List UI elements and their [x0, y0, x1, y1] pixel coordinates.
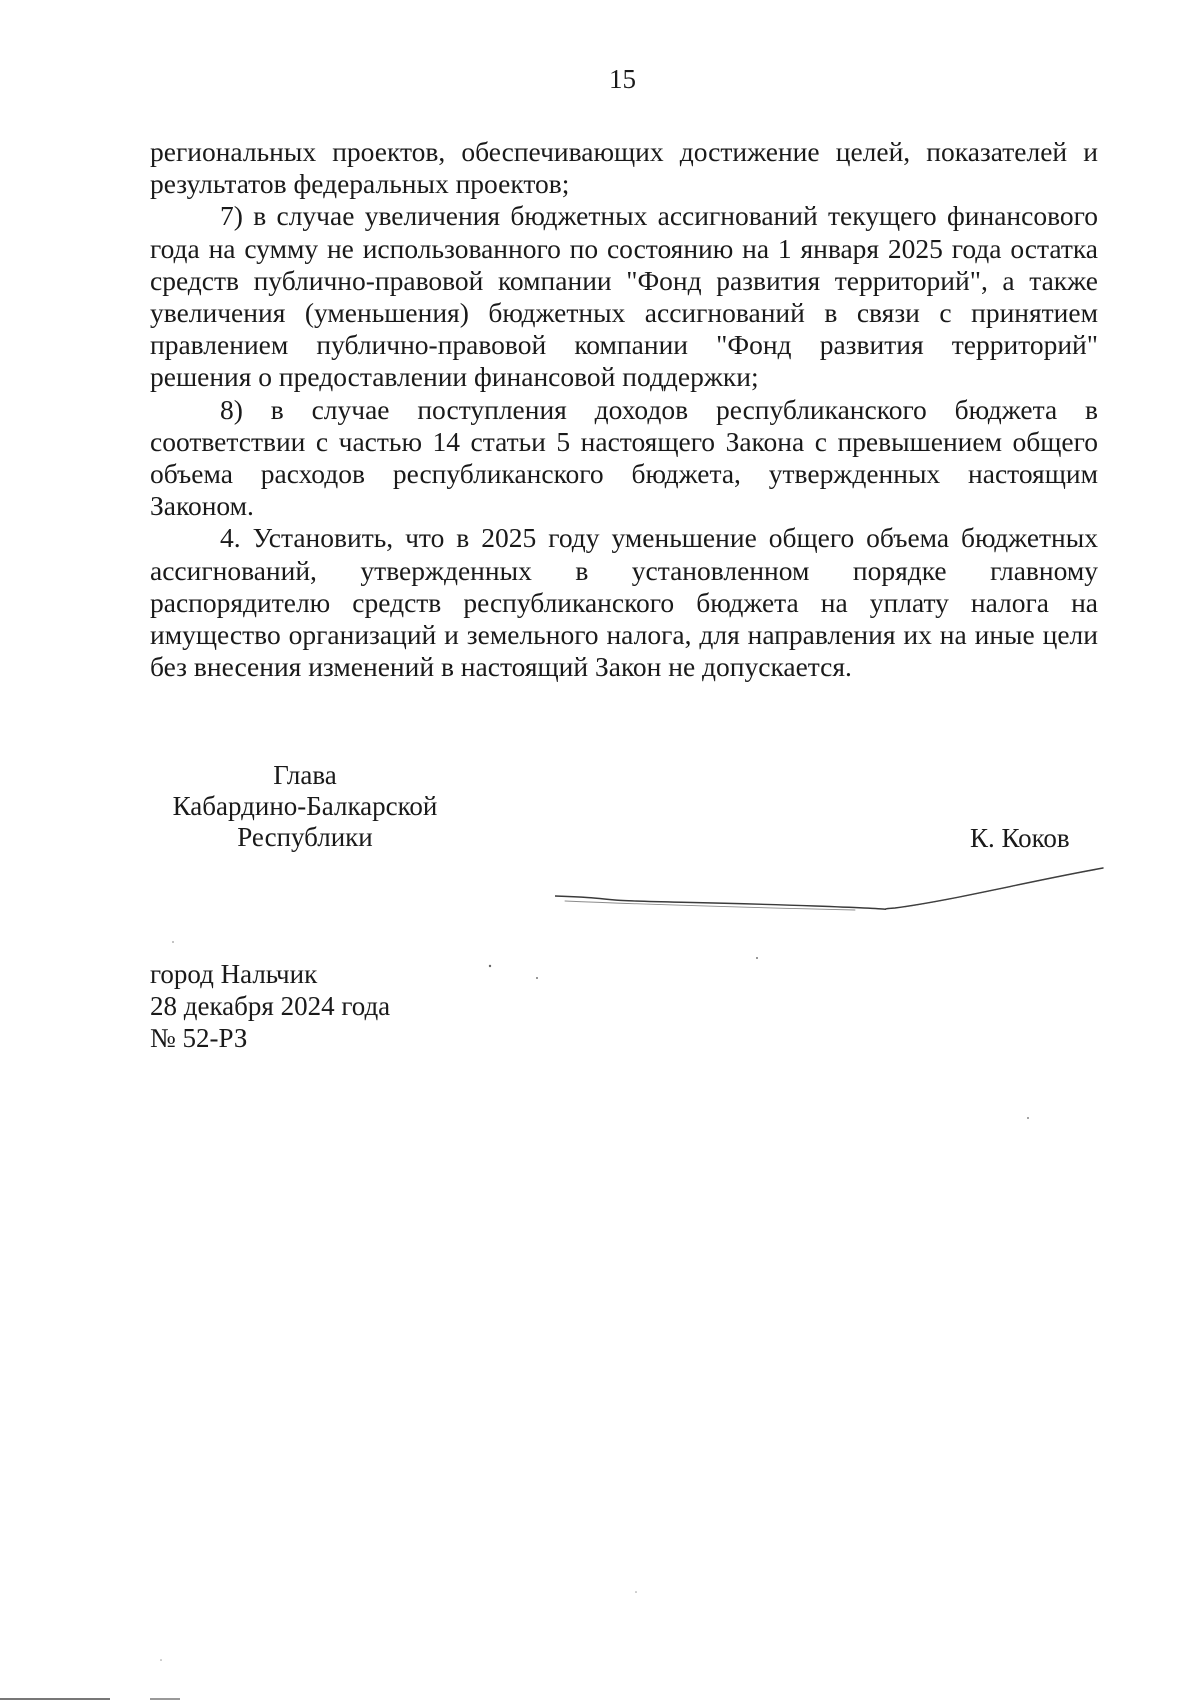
- signatory-title-line: Республики: [237, 822, 373, 852]
- paragraph-section-4: 4. Установить, что в 2025 году уменьшение общего объема бюджетных ассигнований, утвержденных в установленном порядке главному распорядителю средств республиканского бюджета на уплату налога на имущество организаций и земельного налога, для направления их на иные цели без внесения изменений в настоящий Закон не допускается.: [150, 522, 1098, 683]
- paragraph-continuation: региональных проектов, обеспечивающих достижение целей, показателей и результатов федеральных проектов;: [150, 136, 1098, 200]
- signatory-title-line: Глава: [273, 760, 337, 790]
- paragraph-item-8: 8) в случае поступления доходов республиканского бюджета в соответствии с частью 14 статьи 5 настоящего Закона с превышением общего объема расходов республиканского бюджета, утвержденных настоящим Законом.: [150, 393, 1098, 522]
- place-date-block: [150, 958, 390, 1054]
- page-number: 15: [609, 64, 636, 94]
- paragraph-item-7: 7) в случае увеличения бюджетных ассигнований текущего финансового года на сумму не использованного по состоянию на 1 января 2025 года остатка средств публично-правовой компании "Фонд развития территорий", а также увеличения (уменьшения) бюджетных ассигнований в связи с принятием правлением публично-правовой компании "Фонд развития территорий" решения о предоставлении финансовой поддержки;: [150, 200, 1098, 393]
- signatory-title-line: Кабардино-Балкарской: [172, 791, 438, 821]
- signatory-title: [150, 760, 460, 853]
- city-name: город Нальчик: [150, 959, 318, 989]
- signer-name: К. Коков: [970, 823, 1070, 853]
- law-number: № 52-РЗ: [150, 1023, 248, 1053]
- law-body-text: [150, 136, 1098, 683]
- handwritten-signature: [555, 860, 1105, 930]
- signing-date: 28 декабря 2024 года: [150, 991, 391, 1021]
